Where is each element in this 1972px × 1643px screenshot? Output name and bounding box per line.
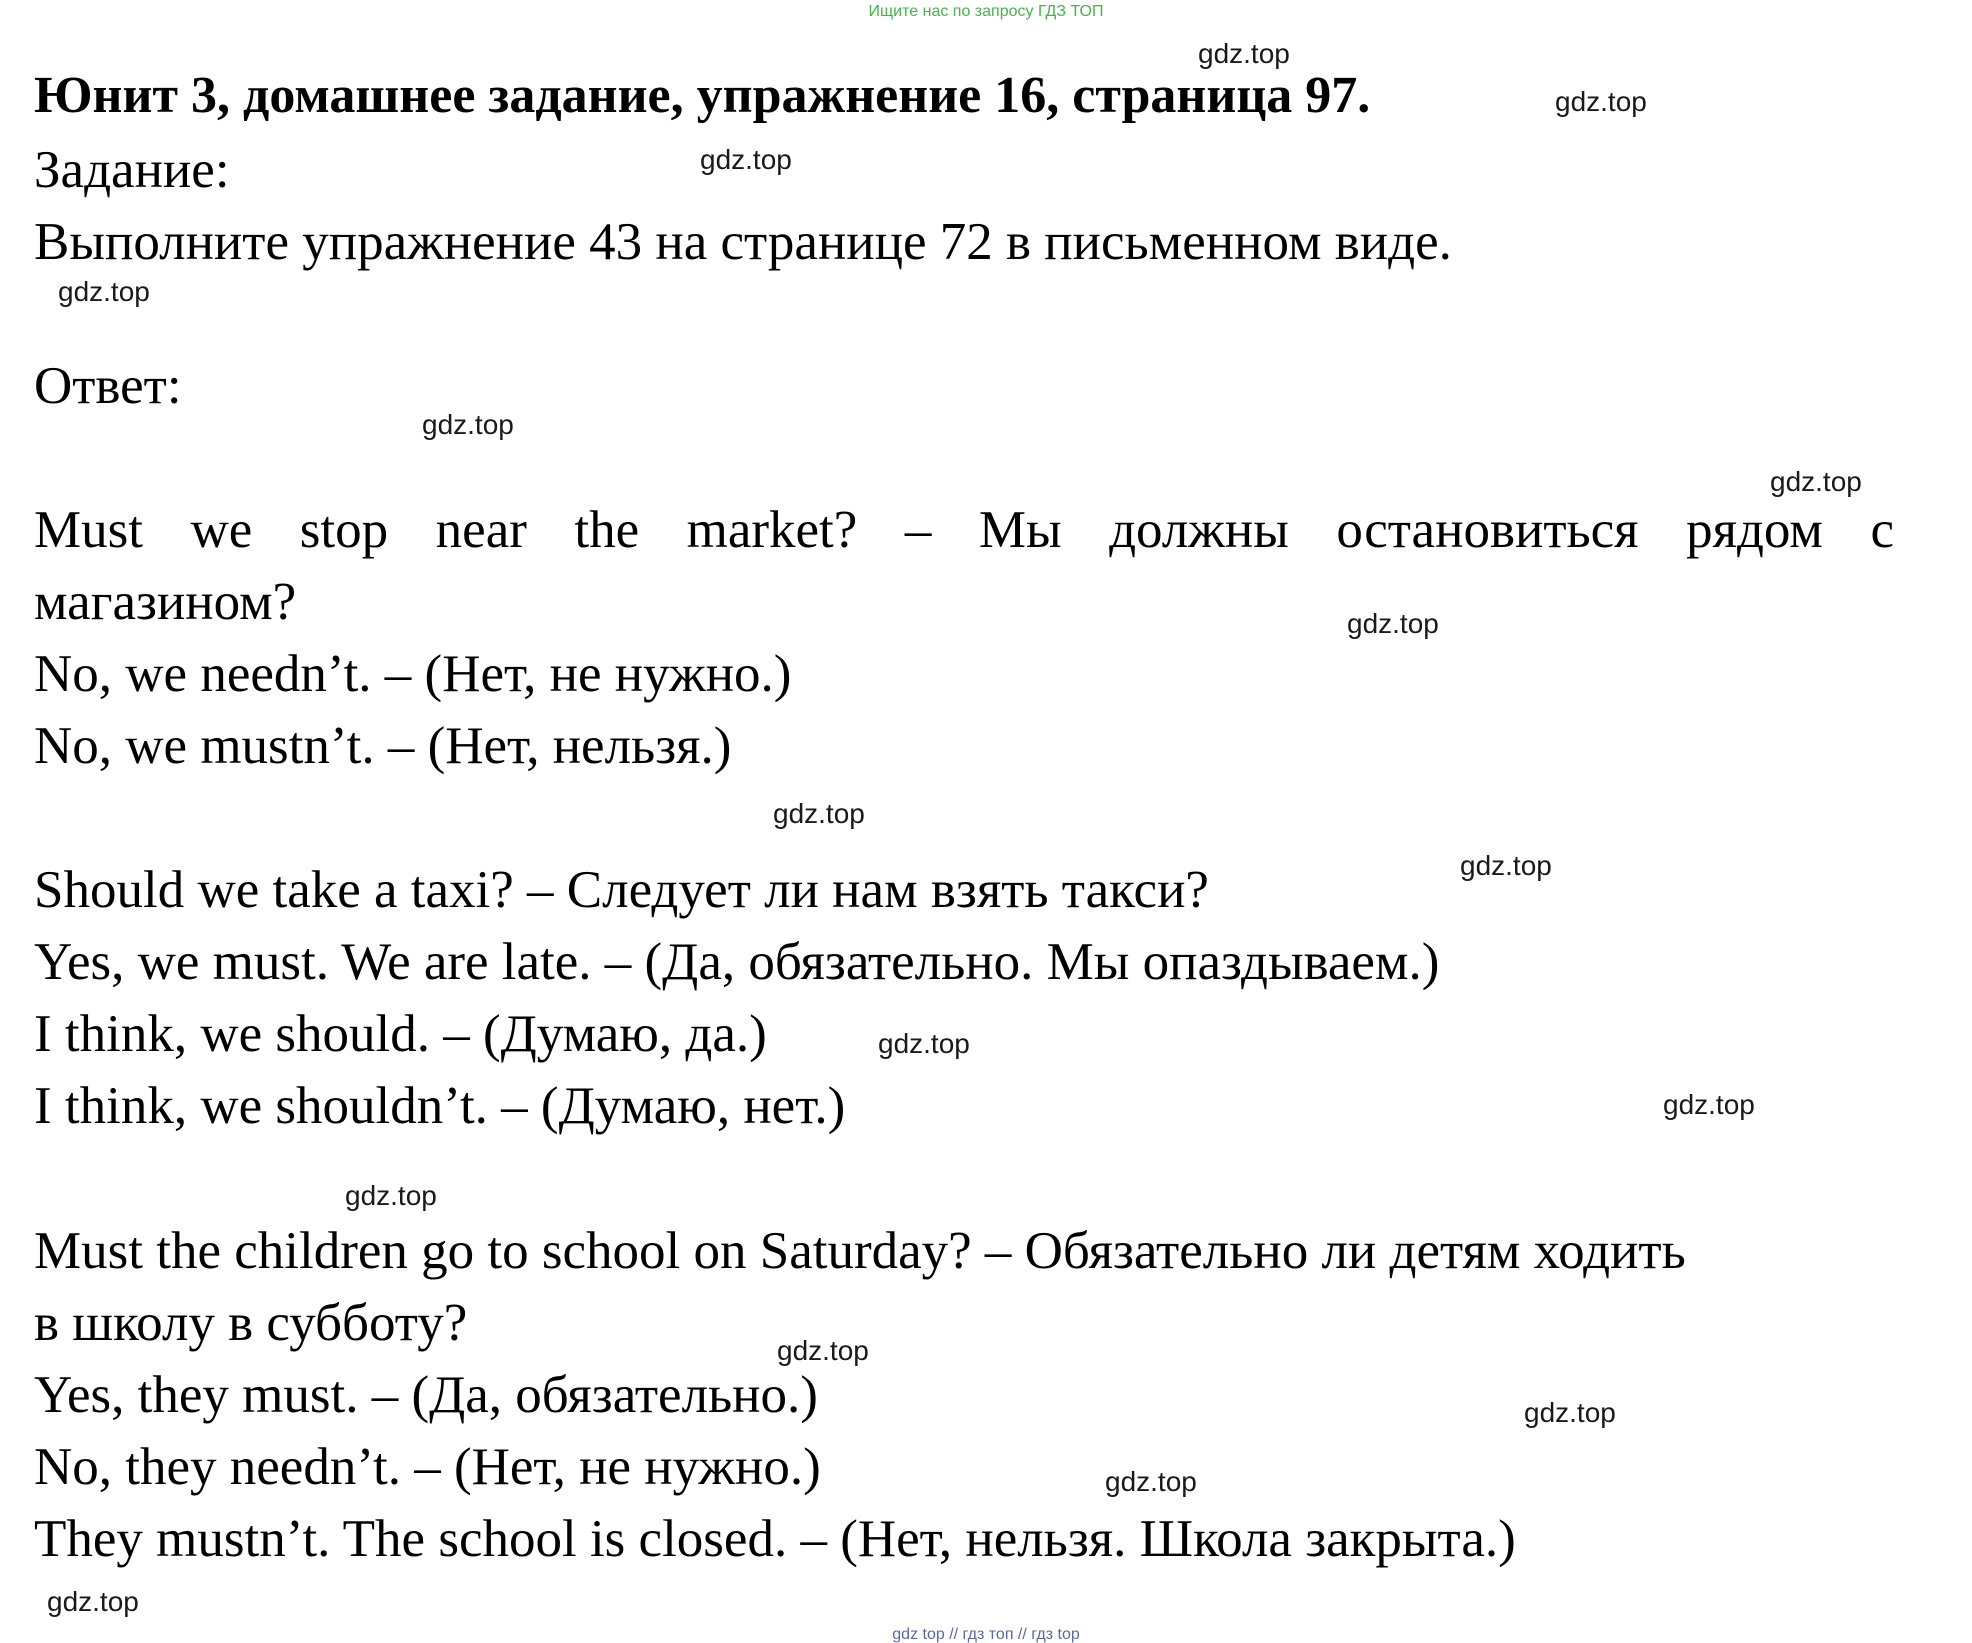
answer-label: Ответ: [34,357,182,415]
footer-links: gdz top // гдз топ // гдз top [892,1626,1080,1643]
watermark: gdz.top [1198,38,1290,69]
watermark: gdz.top [1555,86,1647,117]
answer-2-reply-2: I think, we should. – (Думаю, да.) [34,1005,767,1063]
watermark: gdz.top [1524,1397,1616,1428]
answer-3-question-line-2: в школу в субботу? [34,1294,468,1352]
answer-1-question-line-2: магазином? [34,573,297,631]
task-text: Выполните упражнение 43 на странице 72 в письменном виде. [34,213,1452,271]
answer-2-question: Should we take a taxi? – Следует ли нам взять такси? [34,861,1209,919]
answer-3-reply-3: They mustn’t. The school is closed. – (Нет, нельзя. Школа закрыта.) [34,1510,1516,1568]
search-banner: Ищите нас по запросу ГДЗ ТОП [868,3,1104,20]
answer-1-reply-2: No, we mustn’t. – (Нет, нельзя.) [34,717,732,775]
watermark: gdz.top [700,144,792,175]
watermark: gdz.top [878,1028,970,1059]
answer-2-reply-1: Yes, we must. We are late. – (Да, обязательно. Мы опаздываем.) [34,933,1440,991]
answer-1-reply-1: No, we needn’t. – (Нет, не нужно.) [34,645,792,703]
watermark: gdz.top [422,409,514,440]
answer-3-reply-1: Yes, they must. – (Да, обязательно.) [34,1366,818,1424]
watermark: gdz.top [58,276,150,307]
answer-3-reply-2: No, they needn’t. – (Нет, не нужно.) [34,1438,821,1496]
watermark: gdz.top [1663,1089,1755,1120]
watermark: gdz.top [1105,1466,1197,1497]
task-label: Задание: [34,141,230,199]
answer-3-question-line-1: Must the children go to school on Saturday? – Обязательно ли детям ходить [34,1222,1686,1280]
watermark: gdz.top [345,1180,437,1211]
watermark: gdz.top [777,1335,869,1366]
answer-1-question-line-1: Must we stop near the market? – Мы должны остановиться рядом с [34,501,1894,559]
answer-2-reply-3: I think, we shouldn’t. – (Думаю, нет.) [34,1077,846,1135]
watermark: gdz.top [1460,850,1552,881]
watermark: gdz.top [1770,466,1862,497]
watermark: gdz.top [1347,608,1439,639]
watermark: gdz.top [47,1586,139,1617]
watermark: gdz.top [773,798,865,829]
page-title: Юнит 3, домашнее задание, упражнение 16, страница 97. [34,67,1371,124]
